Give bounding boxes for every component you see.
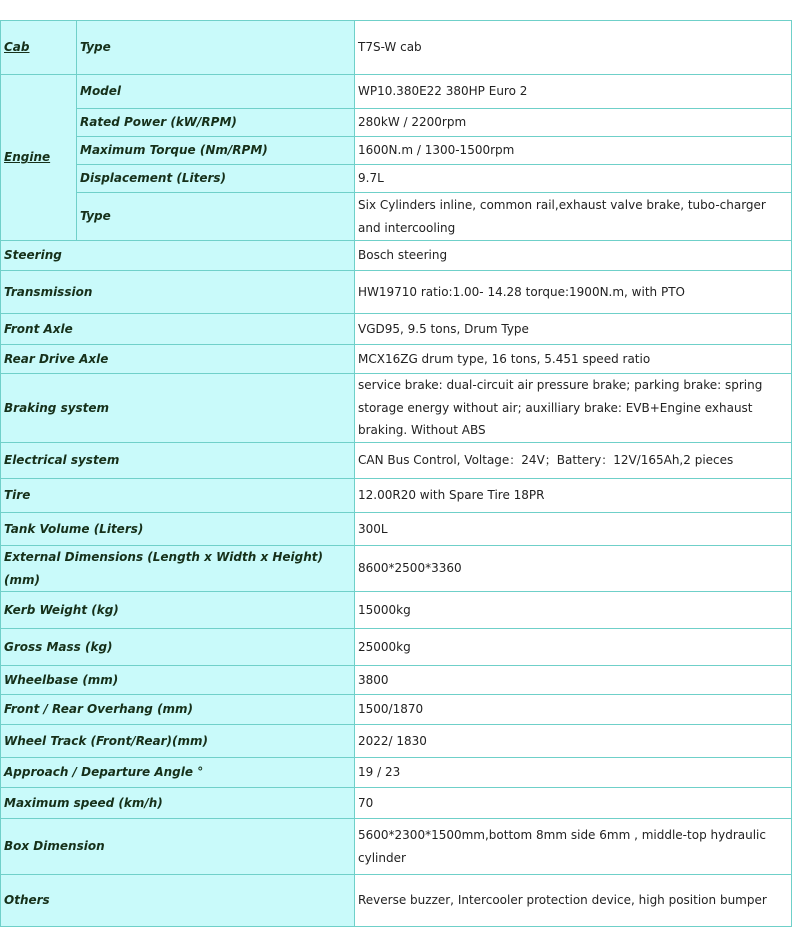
row-label: Wheelbase (mm) (1, 666, 355, 695)
table-row (1, 758, 792, 788)
row-value: T7S-W cab (355, 21, 792, 75)
row-label: Steering (1, 241, 355, 271)
row-value: Bosch steering (355, 241, 792, 271)
row-label: Maximum speed (km/h) (1, 788, 355, 819)
row-label: Tire (1, 479, 355, 513)
row-label: Displacement (Liters) (77, 165, 355, 193)
table-row (1, 165, 792, 193)
row-value: 19 / 23 (355, 758, 792, 788)
row-value: 25000kg (355, 629, 792, 666)
row-value: 1600N.m / 1300-1500rpm (355, 137, 792, 165)
row-value: 15000kg (355, 592, 792, 629)
table-row (1, 819, 792, 875)
table-row (1, 75, 792, 109)
row-label: Box Dimension (1, 819, 355, 875)
table-row (1, 546, 792, 592)
row-value: 280kW / 2200rpm (355, 109, 792, 137)
row-value: 70 (355, 788, 792, 819)
row-value: Six Cylinders inline, common rail,exhaust valve brake, tubo-charger and intercooling (355, 193, 792, 241)
row-label: Type (77, 193, 355, 241)
row-label: Front Axle (1, 314, 355, 345)
row-label: Gross Mass (kg) (1, 629, 355, 666)
row-value: VGD95, 9.5 tons, Drum Type (355, 314, 792, 345)
row-value: 9.7L (355, 165, 792, 193)
table-row (1, 193, 792, 241)
category-engine-link[interactable]: Engine (1, 75, 77, 241)
row-value: 3800 (355, 666, 792, 695)
table-row (1, 695, 792, 725)
table-row (1, 875, 792, 927)
row-value: 5600*2300*1500mm,bottom 8mm side 6mm , middle-top hydraulic cylinder (355, 819, 792, 875)
table-row (1, 314, 792, 345)
table-row (1, 374, 792, 443)
table-row (1, 345, 792, 374)
row-value: 1500/1870 (355, 695, 792, 725)
row-value: HW19710 ratio:1.00- 14.28 torque:1900N.m, with PTO (355, 271, 792, 314)
table-row (1, 271, 792, 314)
table-row (1, 137, 792, 165)
row-label: Type (77, 21, 355, 75)
table-row (1, 21, 792, 75)
row-label: Front / Rear Overhang (mm) (1, 695, 355, 725)
table-row (1, 629, 792, 666)
spec-table (0, 20, 792, 927)
row-label: Electrical system (1, 443, 355, 479)
row-value: 12.00R20 with Spare Tire 18PR (355, 479, 792, 513)
row-value: 2022/ 1830 (355, 725, 792, 758)
row-label: Kerb Weight (kg) (1, 592, 355, 629)
row-label: Others (1, 875, 355, 927)
table-row (1, 109, 792, 137)
row-label: Braking system (1, 374, 355, 443)
row-value: 300L (355, 513, 792, 546)
table-row (1, 479, 792, 513)
row-label: Rated Power (kW/RPM) (77, 109, 355, 137)
row-label: Maximum Torque (Nm/RPM) (77, 137, 355, 165)
table-row (1, 725, 792, 758)
table-row (1, 513, 792, 546)
table-row (1, 443, 792, 479)
table-row (1, 241, 792, 271)
table-row (1, 592, 792, 629)
row-label: Transmission (1, 271, 355, 314)
table-row (1, 666, 792, 695)
row-value: CAN Bus Control, Voltage：24V；Battery：12V/165Ah,2 pieces (355, 443, 792, 479)
row-label: External Dimensions (Length x Width x Height)(mm) (1, 546, 355, 592)
row-value: WP10.380E22 380HP Euro 2 (355, 75, 792, 109)
row-label: Tank Volume (Liters) (1, 513, 355, 546)
row-value: MCX16ZG drum type, 16 tons, 5.451 speed ratio (355, 345, 792, 374)
row-label: Approach / Departure Angle ° (1, 758, 355, 788)
row-label: Model (77, 75, 355, 109)
row-value: service brake: dual-circuit air pressure brake; parking brake: spring storage energy without air; auxilliary brake: EVB+Engine exhaust braking. Without ABS (355, 374, 792, 443)
row-label: Rear Drive Axle (1, 345, 355, 374)
row-value: 8600*2500*3360 (355, 546, 792, 592)
table-row (1, 788, 792, 819)
row-label: Wheel Track (Front/Rear)(mm) (1, 725, 355, 758)
category-cab-link[interactable]: Cab (1, 21, 77, 75)
row-value: Reverse buzzer, Intercooler protection device, high position bumper (355, 875, 792, 927)
